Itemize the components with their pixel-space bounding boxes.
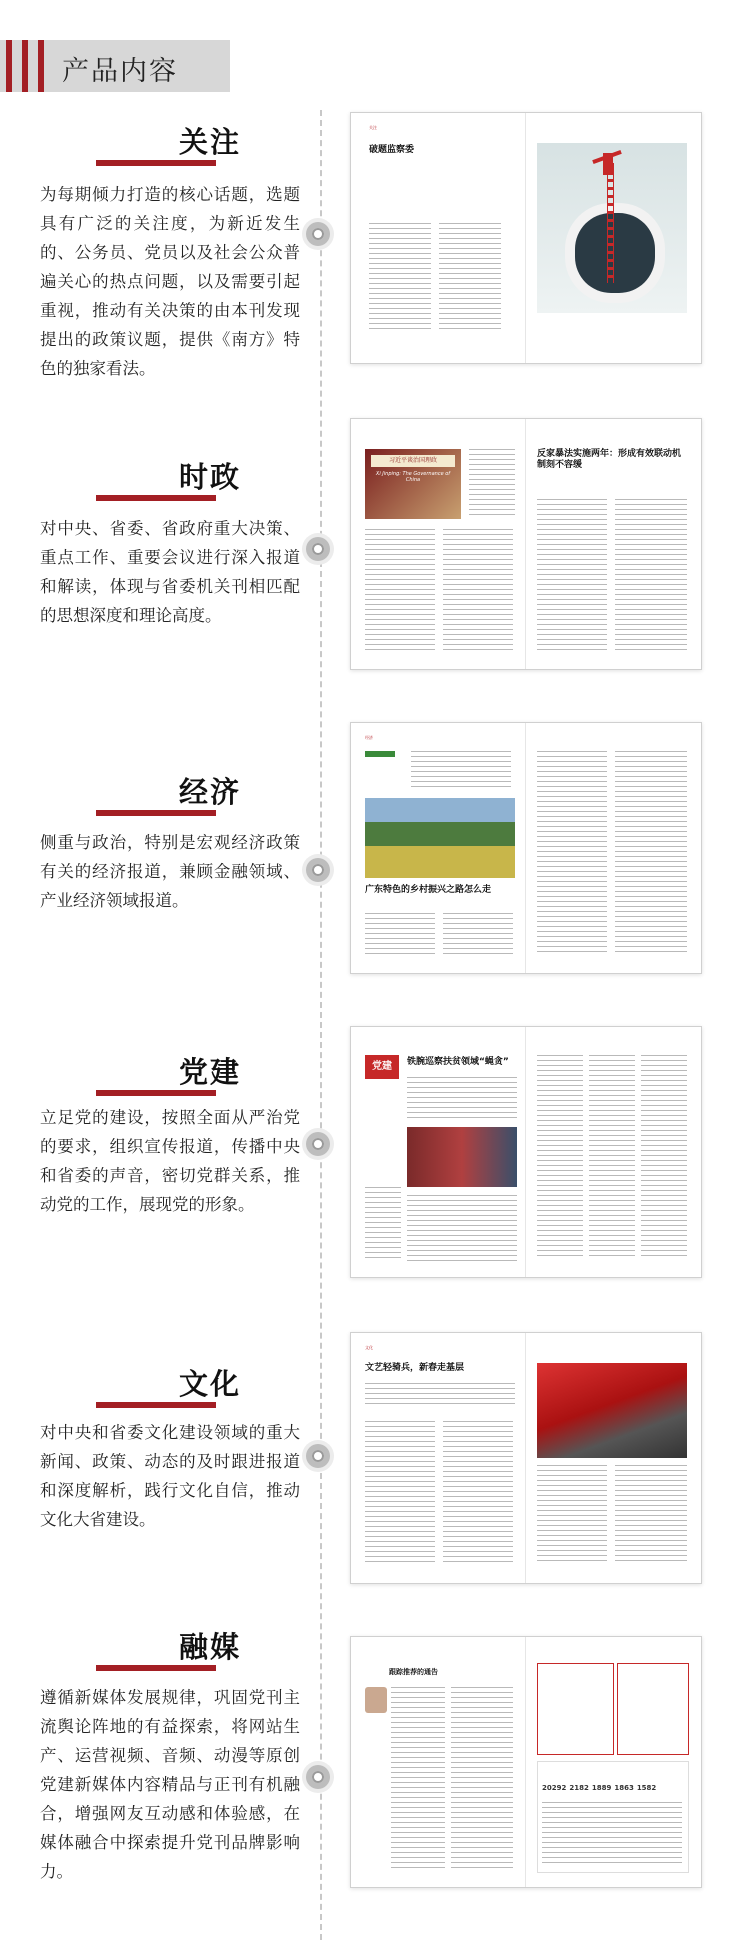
section-description: 为每期倾力打造的核心话题，选题具有广泛的关注度，为新近发生的、公务员、党员以及社会公众普遍关心的热点问题，以及需要引起重视，推动有关决策的由本刊发现提出的政策议题，提供《南方》特色的独家看法。 bbox=[40, 185, 300, 378]
page-tag: 关注 bbox=[369, 125, 377, 130]
stat-value: 1863 bbox=[614, 1784, 634, 1792]
thumbnail-headline: 反家暴法实施两年：形成有效联动机制刻不容缓 bbox=[537, 449, 682, 470]
section-title: 经济 bbox=[178, 775, 241, 809]
thumbnail-headline: 跟踪推荐的通告 bbox=[389, 1668, 438, 1676]
section-title: 关注 bbox=[178, 125, 241, 159]
timeline-node bbox=[306, 1765, 330, 1789]
section-title: 党建 bbox=[178, 1055, 241, 1089]
landscape-photo bbox=[365, 798, 515, 878]
section-title-underline bbox=[96, 810, 216, 816]
section-title: 文化 bbox=[178, 1367, 241, 1401]
thumbnail-headline: 铁腕巡察扶贫领域“蝇贪” bbox=[407, 1057, 509, 1067]
section-title-underline bbox=[96, 1090, 216, 1096]
timeline-node bbox=[306, 1444, 330, 1468]
illustration-image bbox=[537, 143, 687, 313]
section-description: 对中央、省委、省政府重大决策、重点工作、重要会议进行深入报道和解读，体现与省委机关刊相匹配的思想深度和理论高度。 bbox=[40, 519, 300, 625]
section-title-underline bbox=[96, 1402, 216, 1408]
stats-panel bbox=[537, 1761, 689, 1873]
magazine-page-thumbnail bbox=[350, 1636, 702, 1888]
page-title: 产品内容 bbox=[62, 56, 178, 87]
thumbnail-headline: 文艺轻骑兵，新春走基层 bbox=[365, 1363, 465, 1373]
header-accent-bar bbox=[6, 40, 12, 92]
thumbnail-headline: 破题监察委 bbox=[369, 145, 415, 155]
magazine-page-thumbnail bbox=[350, 1332, 702, 1584]
section-description: 侧重与政治，特别是宏观经济政策有关的经济报道，兼顾金融领域、产业经济领域报道。 bbox=[40, 833, 300, 910]
magazine-page-thumbnail bbox=[350, 112, 702, 364]
header-accent-bar bbox=[22, 40, 28, 92]
stat-value: 20292 bbox=[542, 1784, 567, 1792]
stat-value: 1582 bbox=[636, 1784, 657, 1792]
section-description: 对中央和省委文化建设领域的重大新闻、政策、动态的及时跟进报道和深度解析，践行文化自信，推动文化大省建设。 bbox=[40, 1423, 300, 1529]
author-photo bbox=[365, 1687, 387, 1713]
column-tag: 党建 bbox=[365, 1055, 399, 1079]
magazine-page-thumbnail bbox=[350, 418, 702, 670]
section-description: 遵循新媒体发展规律，巩固党刊主流舆论阵地的有益探索，将网站生产、运营视频、音频、动漫等原创党建新媒体内容精品与正刊有机融合，增强网友互动感和体验感，在媒体融合中探索提升党刊品牌影响力。 bbox=[40, 1688, 300, 1881]
timeline-node bbox=[306, 222, 330, 246]
section-title: 融媒 bbox=[178, 1630, 241, 1664]
news-photo bbox=[407, 1127, 517, 1187]
timeline-line bbox=[320, 110, 322, 1940]
festival-photo bbox=[537, 1363, 687, 1458]
section-title-underline bbox=[96, 1665, 216, 1671]
stat-value: 1889 bbox=[591, 1784, 612, 1792]
section-description: 立足党的建设，按照全面从严治党的要求，组织宣传报道，传播中央和省委的声音，密切党群关系，推动党的工作，展现党的形象。 bbox=[40, 1108, 300, 1214]
magazine-page-thumbnail bbox=[350, 1026, 702, 1278]
header-accent-bar bbox=[38, 40, 44, 92]
stat-value: 2182 bbox=[569, 1784, 589, 1792]
thumbnail-headline: 广东特色的乡村振兴之路怎么走 bbox=[365, 885, 492, 895]
section-title-underline bbox=[96, 495, 216, 501]
section-title-underline bbox=[96, 160, 216, 166]
timeline-node bbox=[306, 1132, 330, 1156]
book-cover-image: 习近平谈治国理政 Xi Jinping: The Governance of China bbox=[365, 449, 461, 519]
page-tag: 经济 bbox=[365, 735, 373, 740]
section-header bbox=[0, 40, 230, 92]
timeline-node bbox=[306, 537, 330, 561]
magazine-page-thumbnail bbox=[350, 722, 702, 974]
page-tag: 文化 bbox=[365, 1345, 373, 1350]
timeline-node bbox=[306, 858, 330, 882]
section-title: 时政 bbox=[178, 460, 241, 494]
